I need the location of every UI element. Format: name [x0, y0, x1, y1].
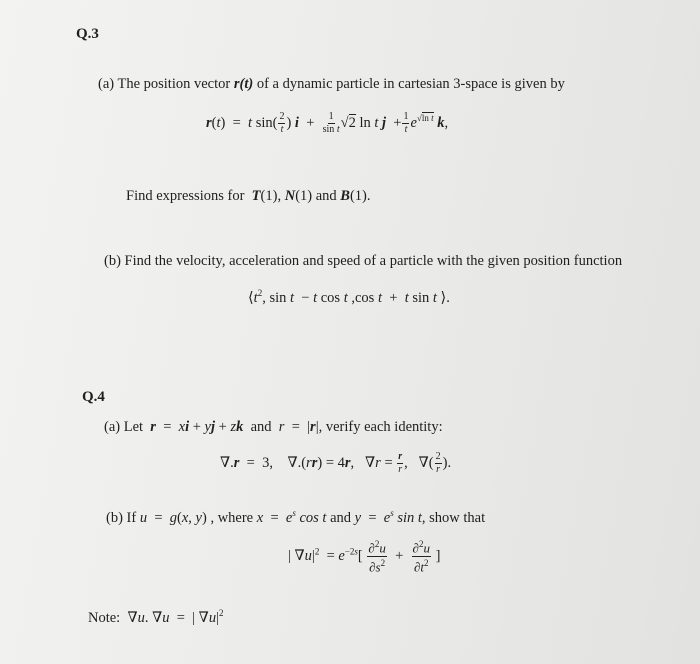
q4-note: Note: ∇u. ∇u = | $\nabla u|^2$: [88, 608, 224, 626]
q3a-equation: r(t) = t sin( $\frac{2}{t}$ ) i + $\frac{1}{\text{sin t}}$ √2 ln t j + $\frac{1}{t}$ $e^{√ln t}$ k,: [206, 111, 449, 135]
q4b-text: (b) If u = g(x, y) , where $x = e^s$ cos t and $y = e^s$ sin t, show that: [106, 508, 486, 526]
q3a-intro-suffix: of a dynamic particle in cartesian 3-space is given by: [253, 76, 565, 92]
q3a-find-text: Find expressions for T(1), N(1) and B(1).: [126, 188, 371, 204]
q3a-intro-prefix: (a) The position vector: [98, 76, 234, 92]
q3-label: Q.3: [76, 26, 99, 42]
q4a-identities: ∇.r = 3, ∇.(rr) = 4r, ∇r = $\frac{r}{r}$ , ∇( $\frac{2}{r}$ ).: [220, 451, 452, 475]
q4-label: Q.4: [82, 389, 105, 405]
q3b-function: $⟨t^2$, sin t − t cos t ,cos t + t sin t ⟩.: [248, 288, 450, 306]
q3a-intro-vec: r(t): [233, 76, 254, 92]
q3b-text: (b) Find the velocity, acceleration and speed of a particle with the given position function: [104, 253, 623, 269]
q4b-equation: | $\nabla u|^2 = e^{-2s}$[ $\frac{\partial^2u}{\partial s^2}$ + $\frac{\partial^2u}{\partial t^2}$ ]: [288, 539, 441, 575]
q4a-text: (a) Let r = xi + yj + zk and r = |r|, verify each identity:: [104, 419, 443, 435]
q3a-intro: [98, 76, 565, 93]
